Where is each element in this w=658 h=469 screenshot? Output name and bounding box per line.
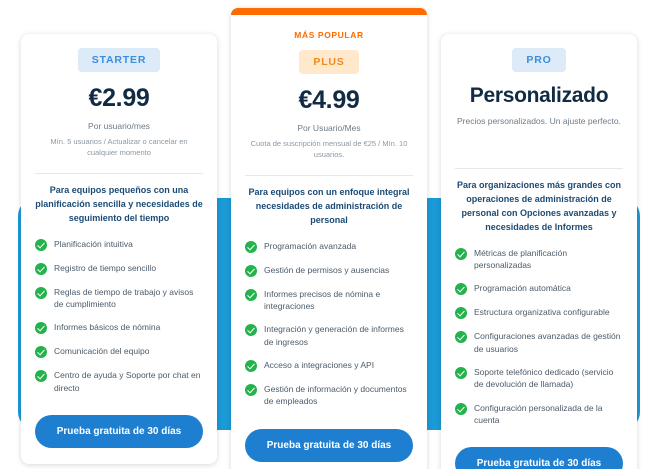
pricing-card-plus [231,8,427,469]
plan-price-starter: €2.99 [88,84,150,112]
plan-description-starter: Para equipos pequeños con una planificación sencilla y necesidades de seguimiento del tiempo [35,184,203,223]
check-icon [245,289,257,301]
most-popular-label: MÁS POPULAR [294,30,364,40]
list-item [245,359,413,372]
highlight-bar [231,8,427,15]
check-icon [455,307,467,319]
plan-description-plus: Para equipos con un enfoque integral necesidades de administración de personal [248,186,410,225]
plan-price-pro: Personalizado [469,84,609,107]
list-item [245,240,413,253]
feature-list-starter [35,238,203,405]
plan-badge-starter: STARTER [78,48,160,72]
feature-label: Gestión de permisos y ausencias [264,264,390,275]
check-icon [245,241,257,253]
list-item [35,321,203,334]
feature-label: Métricas de planificación personalizadas [474,247,568,270]
plan-price-plus: €4.99 [298,86,360,114]
check-icon [35,239,47,251]
check-icon [455,403,467,415]
check-icon [35,287,47,299]
list-item [245,264,413,277]
list-item [35,238,203,251]
plan-price-note-starter: Mín. 5 usuarios / Actualizar o cancelar en cualquier momento [50,136,188,157]
list-item [35,262,203,275]
feature-label: Acceso a integraciones y API [264,359,375,370]
check-icon [455,248,467,260]
plan-price-note-plus: Cuota de suscripción mensual de €25 / Mín. 10 usuarios. [250,138,408,159]
feature-label: Centro de ayuda y Soporte por chat en directo [54,370,201,393]
plan-badge-pro: PRO [512,48,565,72]
feature-label: Planificación intuitiva [54,238,133,249]
check-icon [35,370,47,382]
trial-button-pro[interactable]: Prueba gratuita de 30 días [455,447,623,469]
check-icon [455,331,467,343]
list-item [245,323,413,348]
feature-label: Comunicación del equipo [54,346,150,357]
check-icon [35,322,47,334]
check-icon [245,360,257,372]
list-item [245,288,413,313]
feature-list-plus [245,240,413,419]
list-item [455,306,623,319]
feature-label: Soporte telefónico dedicado (servicio de devolución de llamada) [474,366,614,390]
pricing-card-pro [441,34,637,469]
list-item [455,402,623,427]
feature-label: Configuraciones avanzadas de gestión de usuarios [474,331,621,354]
divider [35,173,203,174]
list-item [35,345,203,358]
check-icon [455,283,467,295]
list-item [455,330,623,355]
feature-label: Programación avanzada [264,240,357,251]
check-icon [455,367,467,379]
plan-badge-plus: PLUS [299,50,358,74]
feature-label: Estructura organizativa configurable [474,307,610,318]
check-icon [245,384,257,396]
plan-price-sub-plus: Por Usuario/Mes [297,123,361,133]
trial-button-starter[interactable]: Prueba gratuita de 30 días [35,415,203,448]
feature-label: Configuración personalizada de la cuenta [474,402,603,425]
check-icon [245,324,257,336]
list-item [245,383,413,408]
plan-description-pro: Para organizaciones más grandes con operaciones de administración de personal con Opciones avanzadas y necesidades de Informes [456,179,622,232]
check-icon [35,263,47,275]
feature-label: Informes precisos de nómina e integraciones [264,288,381,312]
list-item [35,369,203,394]
list-item [455,282,623,295]
feature-list-pro [455,247,623,438]
divider [245,175,413,176]
feature-label: Registro de tiempo sencillo [54,262,157,273]
trial-button-plus[interactable]: Prueba gratuita de 30 días [245,429,413,462]
check-icon [35,346,47,358]
feature-label: Gestión de información y documentos de empleados [264,383,407,407]
list-item [455,247,623,272]
feature-label: Integración y generación de informes de ingresos [264,324,404,347]
plan-price-sub-starter: Por usuario/mes [88,121,150,131]
feature-label: Reglas de tiempo de trabajo y avisos de cumplimiento [54,286,194,310]
divider [455,168,623,169]
list-item [455,366,623,391]
feature-label: Informes básicos de nómina [54,322,161,333]
check-icon [245,265,257,277]
feature-label: Programación automática [474,283,571,294]
list-item [35,286,203,311]
pricing-card-starter [21,34,217,464]
pricing-cards [0,8,658,469]
plan-price-sub-pro: Precios personalizados. Un ajuste perfecto. [457,116,621,126]
